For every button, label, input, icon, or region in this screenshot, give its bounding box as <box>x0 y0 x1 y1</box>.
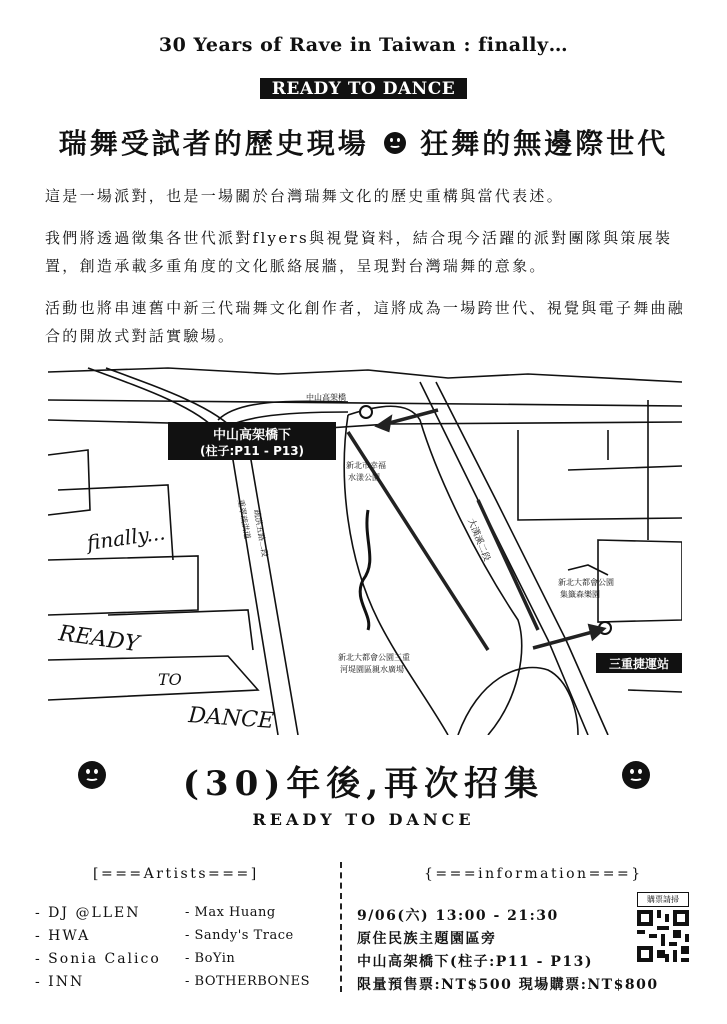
callout-headline: (30)年後,再次招集 <box>182 764 545 804</box>
artist-item: - Sandy's Trace <box>185 928 294 943</box>
smiley-icon-left <box>78 761 106 789</box>
intro-paragraph-1: 這是一場派對，也是一場關於台灣瑞舞文化的歷史重構與當代表述。 <box>45 187 565 205</box>
headline-left: 瑞舞受試者的歷史現場 <box>58 127 369 160</box>
ready-to-dance-badge: READY TO DANCE <box>260 78 467 99</box>
road-label-top: 中山高架橋 <box>306 393 346 402</box>
headline-right: 狂舞的無邊際世代 <box>420 127 669 160</box>
artist-item: - BoYin <box>185 951 236 966</box>
qr-code-icon[interactable] <box>637 910 689 962</box>
smiley-icon <box>384 132 406 154</box>
info-venue: 中山高架橋下(柱子:P11 - P13) <box>357 954 593 970</box>
information-heading: {===information===} <box>424 866 643 882</box>
badge-wrap <box>0 78 727 99</box>
metro-park-label-1: 新北大都會公園 <box>558 578 614 587</box>
venue-label-1: 中山高架橋下 <box>212 428 292 443</box>
artists-heading: [===Artists===] <box>93 866 259 882</box>
artist-item: - HWA <box>35 928 91 944</box>
metro-station-label: 三重捷運站 <box>608 657 670 671</box>
metro-park-label-2: 集籤森樂園 <box>560 590 600 599</box>
plaza-label-2: 河堤園區親水廣場 <box>340 665 404 674</box>
venue-map <box>48 360 682 735</box>
intro-paragraph-2: 我們將透過徵集各世代派對flyers與視覺資料，結合現今活躍的派對團隊與策展裝置，創造承載多重角度的文化脈絡展牆，呈現對台灣瑞舞的意象。 <box>45 229 673 275</box>
column-divider <box>340 862 342 992</box>
artist-item: - Sonia Calico <box>35 951 161 967</box>
artist-item: - INN <box>35 974 85 990</box>
qr-code-block[interactable] <box>637 892 689 966</box>
script-finally: finally... <box>85 520 167 555</box>
park-label-2: 水漾公園 <box>348 473 380 482</box>
artist-item: - Max Huang <box>185 905 276 920</box>
main-headline <box>0 122 727 162</box>
info-tickets: 限量預售票:NT$500 現場購票:NT$800 <box>357 977 659 993</box>
plaza-label-1: 新北大都會公園三重 <box>338 653 410 662</box>
road-label-diag-1: 重翠疏洪道 <box>236 498 252 540</box>
road-label-right: 大漢溪二段 <box>465 517 492 563</box>
script-to: TO <box>158 670 182 689</box>
intro-paragraph-3: 活動也將串連舊中新三代瑞舞文化創作者，這將成為一場跨世代、視覺與電子舞曲融合的開放式對話實驗場。 <box>45 299 686 345</box>
park-label-1: 新北市幸福 <box>346 461 386 470</box>
info-location: 原住民族主題園區旁 <box>357 931 497 947</box>
qr-label: 購票請掃 <box>637 892 689 907</box>
script-ready: READY <box>57 621 141 658</box>
callout-subtitle: READY TO DANCE <box>252 810 475 829</box>
venue-label-2: (柱子:P11 - P13) <box>199 444 305 458</box>
artist-item: - DJ @LLEN <box>35 905 141 921</box>
artist-item: - BOTHERBONES <box>185 974 310 989</box>
script-dance: DANCE <box>187 703 275 734</box>
smiley-icon-right <box>622 761 650 789</box>
road-label-diag-2: 疏洪五路二段 <box>252 508 270 558</box>
info-date: 9/06(六) 13:00 - 21:30 <box>357 908 559 924</box>
event-title: 30 Years of Rave in Taiwan : finally… <box>158 34 569 56</box>
